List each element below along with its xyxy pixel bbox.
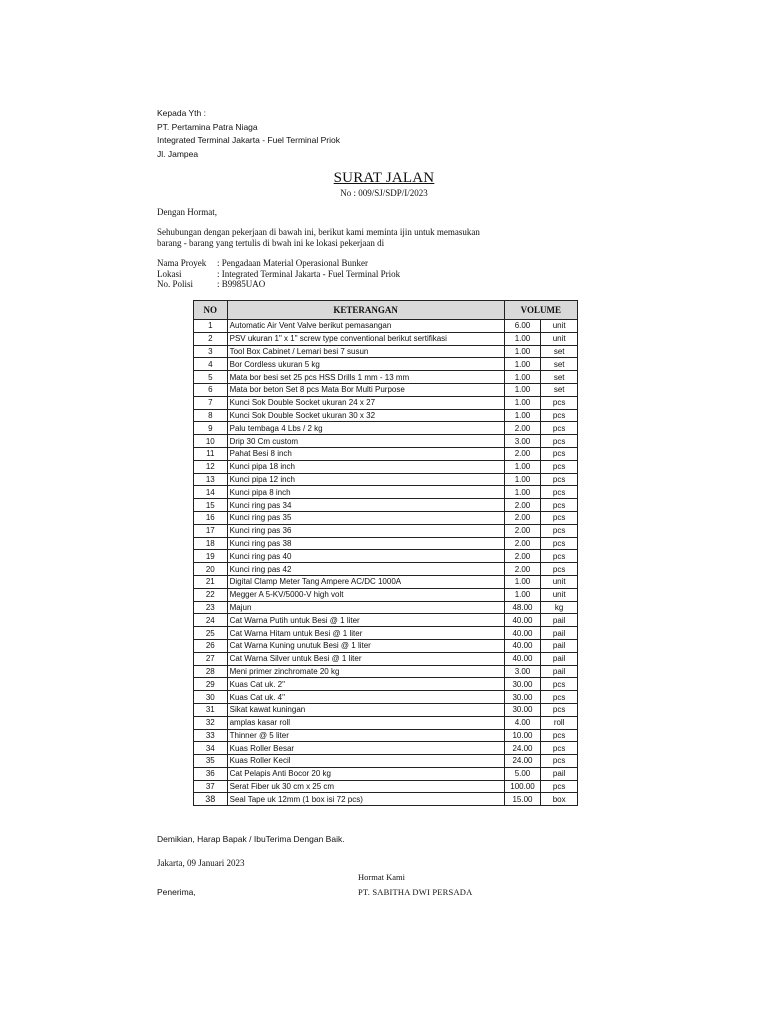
row-no: 15 <box>194 499 228 512</box>
table-row <box>194 383 578 396</box>
info-label: Nama Proyek <box>157 258 207 268</box>
project-info <box>157 258 400 290</box>
row-no: 10 <box>194 435 228 448</box>
row-quantity: 1.00 <box>504 486 541 499</box>
row-no: 13 <box>194 473 228 486</box>
row-quantity: 2.00 <box>504 563 541 576</box>
table-row <box>194 780 578 793</box>
title-block <box>0 170 768 198</box>
table-row <box>194 755 578 768</box>
row-quantity: 40.00 <box>504 627 541 640</box>
row-quantity: 2.00 <box>504 537 541 550</box>
row-no: 26 <box>194 639 228 652</box>
intro-paragraph <box>157 227 537 249</box>
row-description: Serat Fiber uk 30 cm x 25 cm <box>227 780 504 793</box>
row-description: Pahat Besi 8 inch <box>227 447 504 460</box>
row-unit: pcs <box>541 678 578 691</box>
row-unit: pcs <box>541 396 578 409</box>
row-no: 4 <box>194 358 228 371</box>
row-quantity: 15.00 <box>504 793 541 806</box>
row-description: PSV ukuran 1" x 1" screw type conventional berikut sertifikasi <box>227 332 504 345</box>
info-row-location <box>157 269 400 280</box>
row-description: Thinner @ 5 liter <box>227 729 504 742</box>
row-no: 7 <box>194 396 228 409</box>
row-no: 11 <box>194 447 228 460</box>
row-quantity: 24.00 <box>504 755 541 768</box>
table-row <box>194 447 578 460</box>
table-header-row <box>194 301 578 320</box>
table-row <box>194 499 578 512</box>
info-value: : Pengadaan Material Operasional Bunker <box>217 258 368 268</box>
row-description: Megger A 5-KV/5000-V high volt <box>227 588 504 601</box>
row-no: 23 <box>194 601 228 614</box>
row-quantity: 100.00 <box>504 780 541 793</box>
row-unit: pcs <box>541 563 578 576</box>
row-quantity: 1.00 <box>504 371 541 384</box>
table-row <box>194 320 578 333</box>
table-row <box>194 358 578 371</box>
row-quantity: 30.00 <box>504 691 541 704</box>
row-quantity: 1.00 <box>504 473 541 486</box>
row-no: 16 <box>194 511 228 524</box>
row-unit: pail <box>541 614 578 627</box>
row-no: 21 <box>194 575 228 588</box>
row-unit: pcs <box>541 486 578 499</box>
row-description: Kunci Sok Double Socket ukuran 24 x 27 <box>227 396 504 409</box>
row-description: Majun <box>227 601 504 614</box>
row-description: Kuas Cat uk. 4" <box>227 691 504 704</box>
row-no: 34 <box>194 742 228 755</box>
row-description: Cat Warna Hitam untuk Besi @ 1 liter <box>227 627 504 640</box>
row-description: Kunci ring pas 36 <box>227 524 504 537</box>
greeting: Dengan Hormat, <box>157 207 217 217</box>
table-row <box>194 665 578 678</box>
row-quantity: 30.00 <box>504 678 541 691</box>
row-quantity: 2.00 <box>504 447 541 460</box>
row-unit: pail <box>541 627 578 640</box>
row-quantity: 10.00 <box>504 729 541 742</box>
row-unit: pcs <box>541 742 578 755</box>
row-description: Kunci ring pas 34 <box>227 499 504 512</box>
row-quantity: 2.00 <box>504 499 541 512</box>
row-unit: kg <box>541 601 578 614</box>
row-description: Seal Tape uk 12mm (1 box isi 72 pcs) <box>227 793 504 806</box>
items-table <box>193 300 578 806</box>
row-no: 36 <box>194 767 228 780</box>
row-description: Sikat kawat kuningan <box>227 703 504 716</box>
recipient-address <box>157 107 340 161</box>
row-description: Kunci ring pas 40 <box>227 550 504 563</box>
row-quantity: 2.00 <box>504 511 541 524</box>
table-row <box>194 486 578 499</box>
row-description: Cat Warna Kuning unutuk Besi @ 1 liter <box>227 639 504 652</box>
receiver-label: Penerima, <box>157 887 196 897</box>
row-quantity: 30.00 <box>504 703 541 716</box>
row-no: 14 <box>194 486 228 499</box>
info-value: : Integrated Terminal Jakarta - Fuel Terminal Priok <box>217 268 401 279</box>
row-description: Kuas Roller Kecil <box>227 755 504 768</box>
row-unit: pail <box>541 767 578 780</box>
table-row <box>194 716 578 729</box>
row-description: Mata bor beton Set 8 pcs Mata Bor Multi Purpose <box>227 383 504 396</box>
row-quantity: 4.00 <box>504 716 541 729</box>
row-unit: pcs <box>541 460 578 473</box>
table-row <box>194 409 578 422</box>
row-no: 33 <box>194 729 228 742</box>
row-description: Cat Warna Silver untuk Besi @ 1 liter <box>227 652 504 665</box>
row-no: 1 <box>194 320 228 333</box>
row-description: Kuas Cat uk. 2" <box>227 678 504 691</box>
row-description: Kunci pipa 18 inch <box>227 460 504 473</box>
table-row <box>194 422 578 435</box>
document-number: No : 009/SJ/SDP/I/2023 <box>340 188 428 198</box>
row-unit: roll <box>541 716 578 729</box>
row-no: 6 <box>194 383 228 396</box>
row-unit: unit <box>541 320 578 333</box>
row-unit: pcs <box>541 703 578 716</box>
header-volume: VOLUME <box>504 301 577 320</box>
paragraph-line: Sehubungan dengan pekerjaan di bawah ini, berikut kami meminta ijin untuk memasukan <box>157 227 480 237</box>
company-name: PT. SABITHA DWI PERSADA <box>358 887 473 897</box>
row-quantity: 48.00 <box>504 601 541 614</box>
row-quantity: 1.00 <box>504 409 541 422</box>
table-row <box>194 588 578 601</box>
row-description: Kunci ring pas 42 <box>227 563 504 576</box>
address-line: Jl. Jampea <box>157 148 199 159</box>
row-description: Drip 30 Cm custom <box>227 435 504 448</box>
row-no: 38 <box>194 793 228 806</box>
table-row <box>194 614 578 627</box>
table-row <box>194 767 578 780</box>
info-row-plate <box>157 279 400 290</box>
table-row <box>194 460 578 473</box>
row-description: Kunci Sok Double Socket ukuran 30 x 32 <box>227 409 504 422</box>
row-unit: pcs <box>541 511 578 524</box>
row-no: 27 <box>194 652 228 665</box>
paragraph-line: barang - barang yang tertulis di bwah ini ke lokasi pekerjaan di <box>157 238 385 248</box>
closing-statement: Demikian, Harap Bapak / IbuTerima Dengan Baik. <box>157 834 345 844</box>
table-row <box>194 563 578 576</box>
info-label: Lokasi <box>157 268 182 279</box>
row-quantity: 2.00 <box>504 422 541 435</box>
row-unit: set <box>541 371 578 384</box>
row-description: Kunci pipa 12 inch <box>227 473 504 486</box>
row-description: Cat Warna Putih untuk Besi @ 1 liter <box>227 614 504 627</box>
row-unit: pcs <box>541 473 578 486</box>
row-quantity: 3.00 <box>504 665 541 678</box>
row-unit: unit <box>541 332 578 345</box>
row-no: 9 <box>194 422 228 435</box>
row-quantity: 40.00 <box>504 652 541 665</box>
row-unit: pcs <box>541 524 578 537</box>
table-row <box>194 793 578 806</box>
row-no: 28 <box>194 665 228 678</box>
row-unit: set <box>541 358 578 371</box>
row-no: 25 <box>194 627 228 640</box>
table-row <box>194 652 578 665</box>
row-unit: pcs <box>541 550 578 563</box>
row-unit: pail <box>541 665 578 678</box>
row-unit: pcs <box>541 435 578 448</box>
row-no: 22 <box>194 588 228 601</box>
table-row <box>194 678 578 691</box>
row-no: 18 <box>194 537 228 550</box>
row-unit: pcs <box>541 691 578 704</box>
regards: Hormat Kami <box>358 872 405 882</box>
row-no: 29 <box>194 678 228 691</box>
row-description: Cat Pelapis Anti Bocor 20 kg <box>227 767 504 780</box>
row-description: Kuas Roller Besar <box>227 742 504 755</box>
row-no: 3 <box>194 345 228 358</box>
row-no: 35 <box>194 755 228 768</box>
row-quantity: 40.00 <box>504 614 541 627</box>
table-row <box>194 396 578 409</box>
table-row <box>194 742 578 755</box>
table-body <box>194 320 578 806</box>
row-unit: pcs <box>541 729 578 742</box>
row-description: Kunci pipa 8 inch <box>227 486 504 499</box>
row-quantity: 40.00 <box>504 639 541 652</box>
row-unit: pcs <box>541 780 578 793</box>
row-quantity: 3.00 <box>504 435 541 448</box>
row-quantity: 24.00 <box>504 742 541 755</box>
info-value: : B9985UAO <box>217 279 266 289</box>
row-unit: unit <box>541 588 578 601</box>
row-description: amplas kasar roll <box>227 716 504 729</box>
row-quantity: 1.00 <box>504 588 541 601</box>
row-quantity: 1.00 <box>504 332 541 345</box>
table-row <box>194 473 578 486</box>
table-row <box>194 627 578 640</box>
table-row <box>194 524 578 537</box>
table-row <box>194 575 578 588</box>
table-row <box>194 550 578 563</box>
row-unit: box <box>541 793 578 806</box>
table-row <box>194 691 578 704</box>
address-line: Kepada Yth : <box>157 108 206 118</box>
row-quantity: 2.00 <box>504 550 541 563</box>
row-no: 2 <box>194 332 228 345</box>
table-row <box>194 601 578 614</box>
row-unit: pail <box>541 639 578 652</box>
row-unit: set <box>541 345 578 358</box>
row-unit: pcs <box>541 422 578 435</box>
row-unit: pcs <box>541 755 578 768</box>
row-description: Meni primer zinchromate 20 kg <box>227 665 504 678</box>
table-row <box>194 345 578 358</box>
row-quantity: 1.00 <box>504 358 541 371</box>
row-description: Automatic Air Vent Valve berikut pemasangan <box>227 320 504 333</box>
row-quantity: 1.00 <box>504 575 541 588</box>
header-keterangan: KETERANGAN <box>227 301 504 320</box>
row-unit: pcs <box>541 499 578 512</box>
table-row <box>194 435 578 448</box>
row-unit: pcs <box>541 409 578 422</box>
document-title: SURAT JALAN <box>333 170 435 186</box>
row-no: 17 <box>194 524 228 537</box>
row-no: 5 <box>194 371 228 384</box>
date-line: Jakarta, 09 Januari 2023 <box>157 858 245 868</box>
row-quantity: 1.00 <box>504 345 541 358</box>
row-quantity: 1.00 <box>504 396 541 409</box>
row-quantity: 1.00 <box>504 460 541 473</box>
row-quantity: 1.00 <box>504 383 541 396</box>
row-unit: pcs <box>541 447 578 460</box>
row-description: Tool Box Cabinet / Lemari besi 7 susun <box>227 345 504 358</box>
table-row <box>194 332 578 345</box>
info-row-project <box>157 258 400 269</box>
row-no: 31 <box>194 703 228 716</box>
row-no: 37 <box>194 780 228 793</box>
row-description: Kunci ring pas 38 <box>227 537 504 550</box>
row-unit: pcs <box>541 537 578 550</box>
row-quantity: 6.00 <box>504 320 541 333</box>
table-row <box>194 703 578 716</box>
row-description: Mata bor besi set 25 pcs HSS Drills 1 mm - 13 mm <box>227 371 504 384</box>
table-row <box>194 639 578 652</box>
header-no: NO <box>194 301 228 320</box>
table-row <box>194 371 578 384</box>
row-unit: unit <box>541 575 578 588</box>
row-description: Digital Clamp Meter Tang Ampere AC/DC 1000A <box>227 575 504 588</box>
table-row <box>194 537 578 550</box>
row-unit: pail <box>541 652 578 665</box>
row-no: 24 <box>194 614 228 627</box>
row-quantity: 2.00 <box>504 524 541 537</box>
table-row <box>194 729 578 742</box>
table-row <box>194 511 578 524</box>
row-unit: set <box>541 383 578 396</box>
row-description: Kunci ring pas 35 <box>227 511 504 524</box>
row-no: 30 <box>194 691 228 704</box>
address-line: Integrated Terminal Jakarta - Fuel Terminal Priok <box>157 135 340 145</box>
row-no: 19 <box>194 550 228 563</box>
row-no: 20 <box>194 563 228 576</box>
address-line: PT. Pertamina Patra Niaga <box>157 121 258 132</box>
row-no: 8 <box>194 409 228 422</box>
info-label: No. Polisi <box>157 279 194 289</box>
row-no: 32 <box>194 716 228 729</box>
row-quantity: 5.00 <box>504 767 541 780</box>
row-description: Bor Cordless ukuran 5 kg <box>227 358 504 371</box>
row-no: 12 <box>194 460 228 473</box>
row-description: Palu tembaga 4 Lbs / 2 kg <box>227 422 504 435</box>
